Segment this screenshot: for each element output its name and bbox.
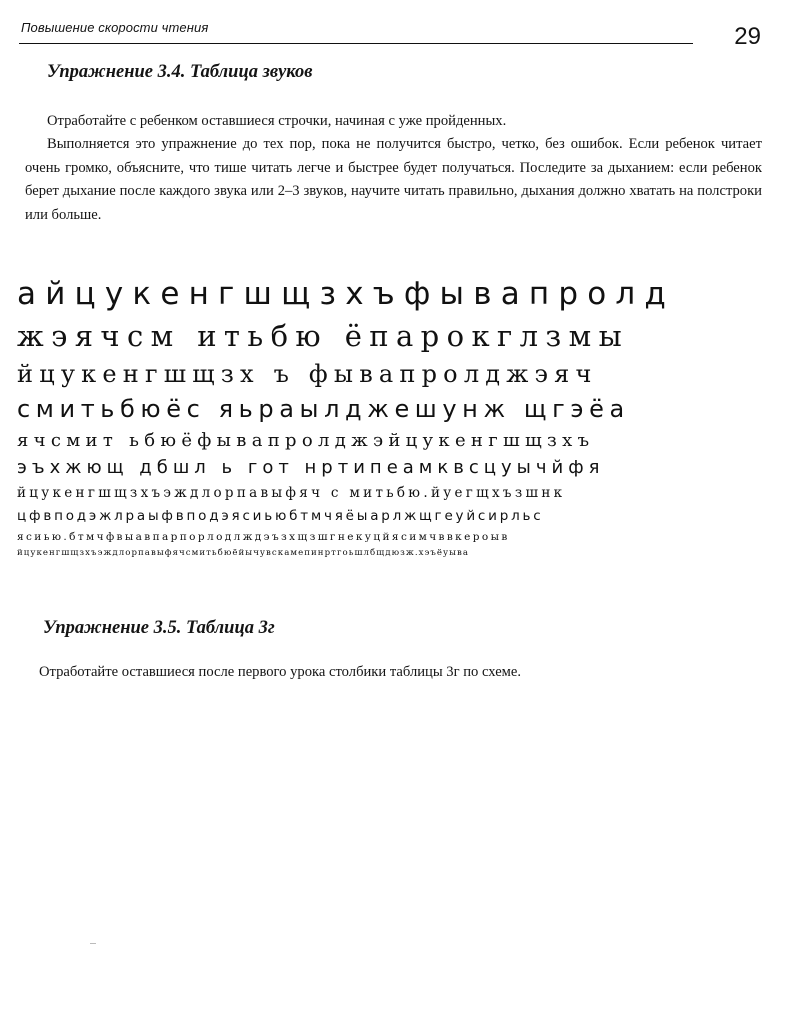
instruction-paragraph: Отработайте оставшиеся после первого урока столбики таблицы 3г по схеме.: [39, 664, 522, 680]
instruction-paragraph: Выполняется это упражнение до тех пор, пока не получится быстро, четко, без ошибок. Если ребенок читает очень громко, объясните, что тише читать легче и быстрее будет получаться. Последите за дыханием: если ребенок берет дыхание после каждого звука или 2–3 звуков, научите читать правильно, дыхания должно хватать на полстроки или больше.: [25, 136, 762, 223]
sound-table-line: ясиью.бтмчфвыавпарпорлодлждэъзхщзшгнекуцйясимчввкероыв: [17, 531, 510, 543]
scan-speck: [90, 943, 96, 944]
sound-table-line: жэячсм итьбю ёпарокглзмы: [17, 319, 630, 353]
exercise-3-4-instructions: [25, 110, 762, 227]
sound-table-line: йцукенгшщзхъэждлорпавыфячсмитьбюёйычувскамепинртгоьшлбщдюзж.хэъёуыва: [17, 548, 470, 558]
page-number: 29: [734, 23, 761, 50]
instruction-paragraph: Отработайте с ребенком оставшиеся строчки, начиная с уже пройденных.: [47, 113, 507, 129]
sound-table-line: йцукенгшщзхъэждлорпавыфяч с митьбю.йуегщхъзшнк: [17, 485, 566, 501]
sound-table-line: ячсмит ьбюёфывапролджэйцукенгшщзхъ: [17, 430, 595, 451]
sound-table-line: эъхжющ дбшл ь гот нртипеамквсцуычйфя: [17, 457, 605, 478]
exercise-3-4-title: Упражнение 3.4. Таблица звуков: [47, 62, 313, 82]
sound-table-line: цфвподэжлраыфвподэясиьюбтмчяёыарлжщгеуйсирльс: [17, 508, 544, 524]
sound-table-line: смитьбюёс яьраылджешунж щгэёа: [17, 395, 630, 423]
sound-table-line: айцукенгшщзхъфывапролд: [17, 276, 676, 312]
sound-table: [17, 272, 765, 560]
exercise-3-5-instructions: [25, 661, 762, 684]
header-rule: [19, 43, 693, 44]
running-title: Повышение скорости чтения: [21, 20, 209, 35]
exercise-3-5-title: Упражнение 3.5. Таблица 3г: [43, 618, 275, 638]
sound-table-line: йцукенгшщзх ъ фывапролджэяч: [17, 360, 598, 388]
